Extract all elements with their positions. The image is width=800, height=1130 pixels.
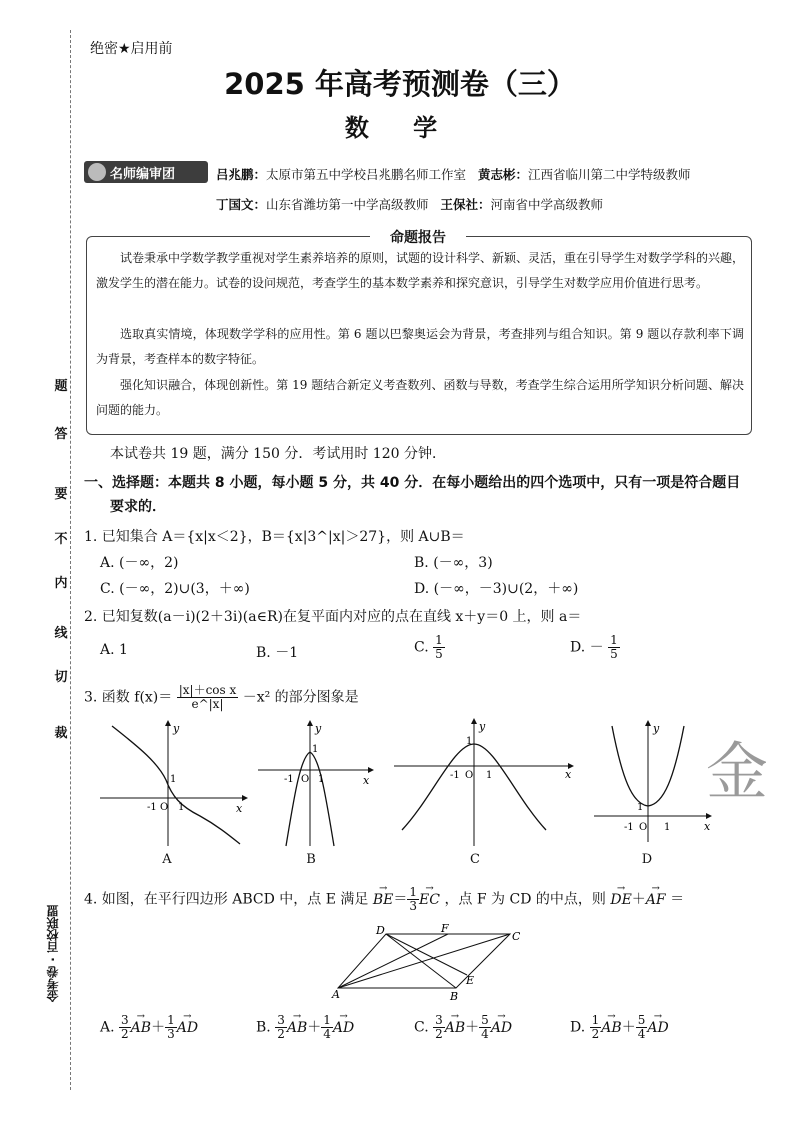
q1-option-c: C. (－∞，2)∪(3，＋∞): [100, 581, 250, 597]
fraction: $\frac{1}{5}$: [610, 633, 618, 661]
side-char: 不: [54, 532, 68, 547]
point-f: F: [441, 922, 449, 935]
graph-label-d: D: [641, 852, 653, 867]
q4-stem: 4. 如图，在平行四边形 ABCD 中，点 E 满足 → BE＝ $\frac{1}{3}$ → EC ，点 F 为 CD 的中点，则 → DE＋→ AF ＝: [84, 886, 684, 913]
q2-stem: 2. 已知复数(a－i)(2＋3i)(a∈R)在复平面内对应的点在直线 x＋y＝0 上，则 a＝: [84, 609, 582, 625]
report-paragraph-1: 试卷秉承中学数学教学重视对学生素养培养的原则，试题的设计科学、新颖、灵活，重在引导学生对数学学科的兴趣，激发学生的潜在能力。试卷的设问规范，考查学生的基本数学素养和探究意识，引导学生对数学应用价值进行思考。: [96, 251, 745, 290]
q1-option-d: D. (－∞，－3)∪(2，＋∞): [414, 581, 579, 597]
parallelogram-figure: [330, 922, 520, 1002]
vector-af: → AF: [646, 892, 666, 908]
fraction: $\frac{1}{3}$: [409, 885, 418, 913]
q2-option-d: D. － $\frac{1}{5}$: [570, 633, 618, 661]
graph-label-c: C: [470, 852, 480, 867]
graph-label-a: A: [162, 852, 172, 867]
side-char: 切: [54, 670, 68, 685]
q1-option-b: B. (－∞，3): [414, 555, 493, 571]
x-label: x: [704, 820, 711, 833]
side-char: 线: [54, 626, 68, 641]
vector-ec: → EC: [419, 892, 440, 908]
binding-line: [70, 30, 72, 1090]
y-label: y: [653, 722, 660, 735]
q3-stem: 3. 函数 f(x)＝ $\frac{\text{|x|＋cos x}}{e\^{}|x|}$ －x² 的部分图象是: [84, 683, 359, 711]
secret-label: 绝密★启用前: [90, 41, 173, 57]
origin-label: O: [301, 774, 310, 785]
watermark-glyph: 金: [706, 735, 769, 808]
x-axis-arrow: [706, 813, 712, 819]
side-union-label: 金考卷 · 百校联盟: [46, 905, 60, 1002]
q2-option-a: A. 1: [100, 642, 128, 658]
side-char: 内: [54, 576, 68, 591]
y-axis-arrow: [645, 720, 651, 726]
q4-option-a: A. $\frac{3}{2}$ → AB＋ $\frac{1}{3}$ → AD: [100, 1014, 198, 1041]
tick-1: 1: [664, 822, 671, 833]
q1-option-a: A. (－∞，2): [100, 555, 179, 571]
tick-y1: 1: [312, 744, 319, 755]
report-paragraph-2: 选取真实情境，体现数学学科的应用性。第 6 题以巴黎奥运会为背景，考查排列与组合知识。第 9 题以存款利率下调为背景，考查样本的数字特征。: [96, 327, 744, 366]
tick-neg1: -1: [284, 774, 294, 785]
segment-af: [338, 934, 448, 988]
teacher-icon: [88, 163, 106, 181]
vector-de: → DE: [610, 892, 631, 908]
tick-y1: 1: [637, 802, 644, 813]
q1-stem: 1. 已知集合 A＝{x|x＜2}，B＝{x|3^|x|＞27}，则 A∪B＝: [84, 529, 465, 545]
side-char: 要: [54, 487, 68, 502]
x-label: x: [565, 768, 572, 781]
point-a: A: [332, 988, 340, 1001]
section-heading-line-1: 一、选择题：本题共 8 小题，每小题 5 分，共 40 分．在每小题给出的四个选项中，只有一项是符合题目: [84, 475, 741, 491]
side-char: 题: [54, 379, 68, 394]
y-axis-arrow: [307, 720, 313, 726]
y-label: y: [479, 720, 486, 733]
report-paragraph-3: 强化知识融合，体现创新性。第 19 题结合新定义考查数列、函数与导数，考查学生综合运用所学知识分析问题、解决问题的能力。: [96, 378, 744, 417]
side-char: 答: [54, 427, 68, 442]
fraction: $\frac{\text{|x|＋cos x}}{e\^{}|x|}$: [178, 683, 237, 711]
x-label: x: [363, 774, 370, 787]
segment-ac: [338, 934, 510, 988]
curve: [112, 726, 240, 844]
side-char: 裁: [54, 726, 68, 741]
editor-line-1: 吕兆鹏：太原市第五中学校吕兆鹏名师工作室 黄志彬：江西省临川第二中学特级教师: [216, 167, 691, 182]
section-heading-line-2: 要求的．: [110, 499, 166, 515]
exam-title: 2025 年高考预测卷（三）: [224, 67, 576, 101]
graph-c: [392, 718, 578, 848]
origin-label: O: [465, 770, 474, 781]
point-b: B: [450, 990, 459, 1002]
q2-option-c: C. $\frac{1}{5}$: [414, 633, 443, 661]
point-d: D: [376, 924, 385, 937]
y-label: y: [315, 722, 322, 735]
y-label: y: [173, 722, 180, 735]
tick-1: 1: [486, 770, 493, 781]
q4-option-d: D. $\frac{1}{2}$ → AB＋ $\frac{5}{4}$ → AD: [570, 1014, 669, 1041]
graph-b: [256, 718, 376, 848]
vector-be: → BE: [373, 892, 394, 908]
report-title: 命题报告: [370, 227, 466, 247]
tick-1: 1: [318, 774, 325, 785]
graph-d: [592, 718, 716, 848]
x-axis-arrow: [242, 795, 248, 801]
q2-option-b: B. －1: [256, 645, 299, 661]
point-c: C: [512, 930, 520, 943]
origin-label: O: [639, 822, 648, 833]
y-axis-arrow: [165, 720, 171, 726]
editor-team-badge: [84, 161, 208, 183]
x-label: x: [236, 802, 243, 815]
tick-neg1: -1: [147, 802, 157, 813]
graph-label-b: B: [306, 852, 316, 867]
y-axis-arrow: [471, 718, 477, 724]
point-e: E: [466, 974, 475, 987]
tick-1: 1: [178, 802, 185, 813]
editor-line-2: 丁国文：山东省潍坊第一中学高级教师 王保社：河南省中学高级教师: [216, 197, 603, 212]
q4-option-b: B. $\frac{3}{2}$ → AB＋ $\frac{1}{4}$ → AD: [256, 1014, 354, 1041]
tick-y1: 1: [466, 736, 473, 747]
fraction: $\frac{1}{5}$: [435, 633, 443, 661]
tick-neg1: -1: [450, 770, 460, 781]
exam-intro: 本试卷共 19 题，满分 150 分．考试用时 120 分钟．: [110, 446, 446, 462]
tick-neg1: -1: [624, 822, 634, 833]
x-axis-arrow: [368, 767, 374, 773]
q4-option-c: C. $\frac{3}{2}$ → AB＋ $\frac{5}{4}$ → AD: [414, 1014, 512, 1041]
subject-title: 数 学: [344, 114, 456, 142]
origin-label: O: [160, 802, 169, 813]
badge-label: 名师编审团: [110, 166, 176, 182]
tick-y1: 1: [170, 774, 177, 785]
graph-a: [100, 718, 250, 848]
segment-db: [386, 934, 456, 988]
